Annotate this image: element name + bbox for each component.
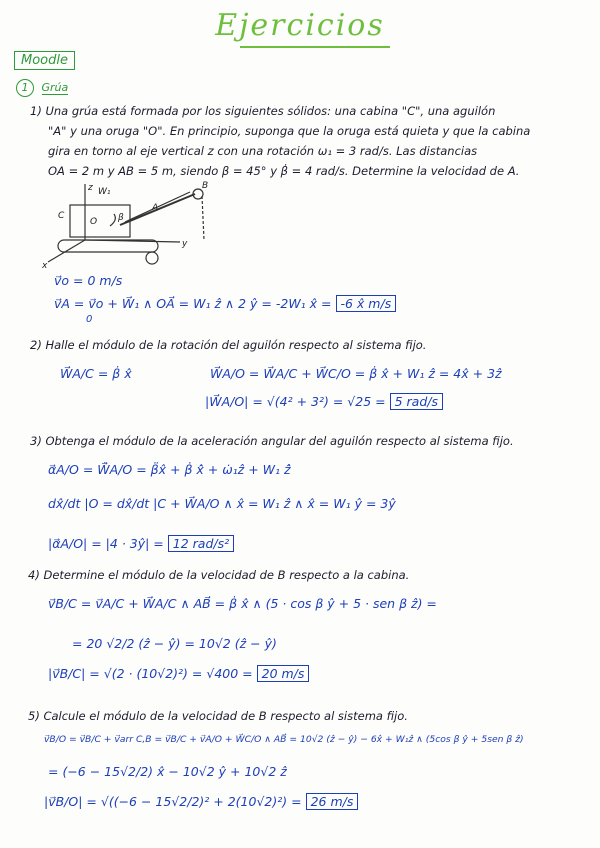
x-axis	[48, 240, 85, 262]
label-x: x	[42, 261, 48, 270]
problem-1-line-4: OA = 2 m y AB = 5 m, siendo β = 45° y β̇ = 4 rad/s. Determine la velocidad de A.	[48, 164, 520, 178]
subsection-number: 1	[16, 79, 34, 97]
problem-3-line-1: 3) Obtenga el módulo de la aceleración angular del aguilón respecto al sistema fijo.	[30, 434, 514, 448]
beta-arc	[110, 214, 115, 226]
problem-5-answer: 26 m/s	[306, 793, 359, 810]
wheel-shape	[146, 252, 158, 264]
problem-1-answer: -6 x̂ m/s	[336, 295, 397, 312]
page-title: Ejercicios	[215, 8, 385, 43]
problem-1-work-2	[54, 296, 396, 311]
problem-5-work-3	[44, 794, 358, 809]
problem-3-work-3	[48, 536, 234, 551]
subsection-title: Grúa	[41, 81, 69, 94]
label-c: C	[58, 211, 65, 221]
problem-4-work-1: v⃗B/C = v⃗A/C + W⃗A/C ∧ AB⃗ = β̇ x̂ ∧ (5 · cos β ŷ + 5 · sen β ẑ) =	[48, 596, 437, 611]
problem-1-note: 0	[86, 314, 93, 325]
problem-2-work-3	[205, 394, 443, 409]
problem-5-work-2: = (−6 − 15√2/2) x̂ − 10√2 ŷ + 10√2 ẑ	[48, 764, 287, 779]
problem-4-line-1: 4) Determine el módulo de la velocidad de B respecto a la cabina.	[28, 568, 410, 582]
subsection-label	[16, 79, 68, 97]
label-beta: β	[118, 213, 124, 223]
label-w1: W₁	[98, 187, 111, 197]
label-a: A	[152, 203, 159, 213]
problem-1-work-2-text: v⃗A = v⃗o + W⃗₁ ∧ OA⃗ = W₁ ẑ ∧ 2 ŷ = -2W₁ x̂ =	[54, 296, 332, 311]
label-o: O	[90, 217, 98, 227]
label-b: B	[202, 181, 209, 191]
crane-diagram	[40, 180, 240, 270]
problem-5-work-1: v⃗B/O = v⃗B/C + v⃗arr C,B = v⃗B/C + v⃗A/O + W⃗C/O ∧ AB⃗ = 10√2 (ẑ − ŷ) − 6x̂ + W₁ẑ ∧ (5cos β ŷ + 5sen β ẑ)	[44, 734, 524, 745]
problem-1-line-1: 1) Una grúa está formada por los siguientes sólidos: una cabina "C", una aguilón	[30, 104, 496, 118]
problem-3-work-3-text: |α⃗A/O| = |4 · 3ŷ| =	[48, 536, 164, 551]
label-z: z	[88, 183, 93, 193]
problem-1-line-2: "A" y una oruga "O". En principio, suponga que la oruga está quieta y que la cabina	[48, 124, 531, 138]
problem-2-answer: 5 rad/s	[390, 393, 443, 410]
label-y: y	[182, 239, 188, 249]
problem-4-work-3-text: |v⃗B/C| = √(2 · (10√2)²) = √400 =	[48, 666, 253, 681]
problem-3-work-2: dx̂/dt |O = dx̂/dt |C + W⃗A/O ∧ x̂ = W₁ ẑ ∧ x̂ = W₁ ŷ = 3ŷ	[48, 496, 396, 511]
problem-1-work-1: v⃗o = 0 m/s	[54, 273, 123, 288]
problem-2-line-1: 2) Halle el módulo de la rotación del aguilón respecto al sistema fijo.	[30, 338, 427, 352]
problem-5-work-3-text: |v⃗B/O| = √((−6 − 15√2/2)² + 2(10√2)²) =	[44, 794, 302, 809]
cable-shape	[202, 196, 204, 240]
problem-4-work-2: = 20 √2/2 (ẑ − ŷ) = 10√2 (ẑ − ŷ)	[72, 636, 277, 651]
problem-3-answer: 12 rad/s²	[168, 535, 234, 552]
problem-2-work-1: W⃗A/C = β̇ x̂	[60, 366, 132, 381]
problem-4-answer: 20 m/s	[257, 665, 310, 682]
problem-3-work-1: α⃗A/O = W⃗̇A/O = β̈x̂ + β̇ x̂̇ + ω̇₁ẑ + W₁ ẑ̇	[48, 462, 291, 477]
problem-4-work-3	[48, 666, 309, 681]
title-underline	[240, 46, 390, 48]
problem-5-line-1: 5) Calcule el módulo de la velocidad de B respecto al sistema fijo.	[28, 709, 408, 723]
problem-2-work-2: W⃗A/O = W⃗A/C + W⃗C/O = β̇ x̂ + W₁ ẑ = 4x̂ + 3ẑ	[210, 366, 502, 381]
problem-1-line-3: gira en torno al eje vertical z con una rotación ω₁ = 3 rad/s. Las distancias	[48, 144, 478, 158]
section-label: Moodle	[14, 51, 75, 70]
problem-2-work-3-text: |W⃗A/O| = √(4² + 3²) = √25 =	[205, 394, 386, 409]
